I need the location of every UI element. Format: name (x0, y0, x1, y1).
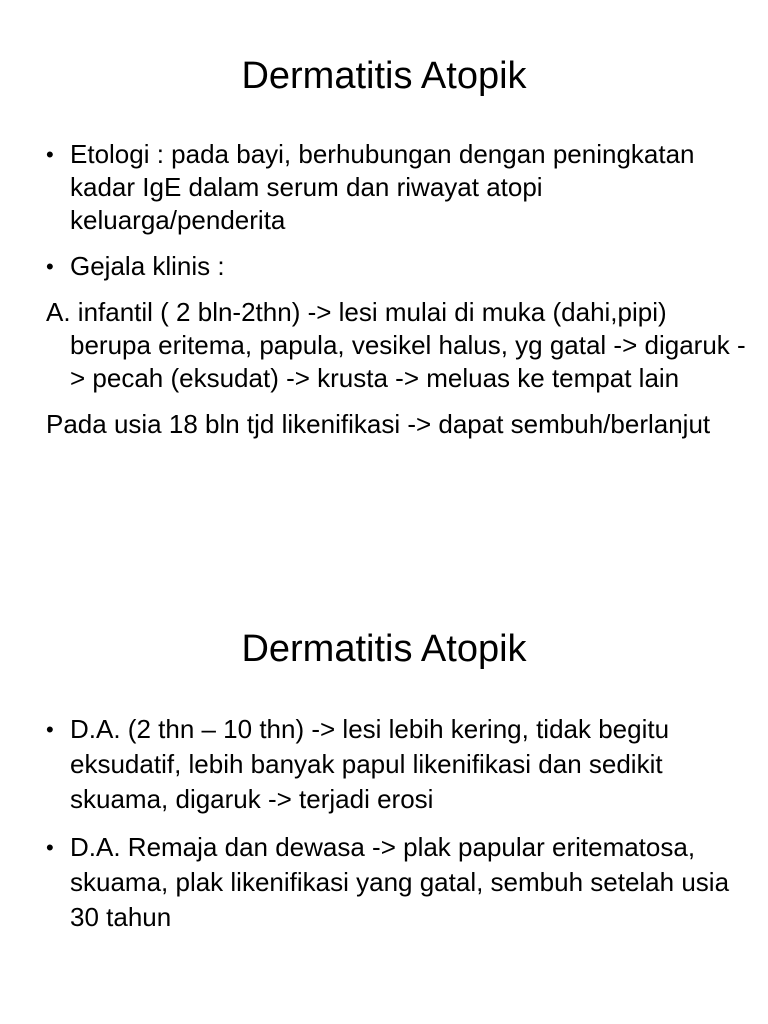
bullet-icon: • (46, 835, 54, 860)
paragraph-text: A. infantil ( 2 bln-2thn) -> lesi mulai di muka (dahi,pipi) berupa eritema, papula, vesikel halus, yg gatal -> digaruk -> pecah (eksudat) -> krusta -> meluas ke tempat lain (46, 297, 746, 393)
slide-body (46, 138, 746, 454)
bullet-text: D.A. Remaja dan dewasa -> plak papular eritematosa, skuama, plak likenifikasi yang gatal, sembuh setelah usia 30 tahun (70, 832, 730, 932)
bullet-icon: • (46, 142, 54, 167)
bullet-item (46, 250, 746, 283)
paragraph-item (46, 296, 746, 395)
bullet-icon: • (46, 717, 54, 742)
bullet-text: Gejala klinis : (70, 251, 225, 281)
bullet-text: Etologi : pada bayi, berhubungan dengan peningkatan kadar IgE dalam serum dan riwayat atopi keluarga/penderita (70, 139, 695, 235)
slide-body (46, 712, 746, 948)
bullet-item (46, 830, 746, 935)
paragraph-item (46, 408, 746, 441)
bullet-text: D.A. (2 thn – 10 thn) -> lesi lebih kering, tidak begitu eksudatif, lebih banyak papul likenifikasi dan sedikit skuama, digaruk -> terjadi erosi (70, 714, 670, 814)
bullet-icon: • (46, 254, 54, 279)
slide-title: Dermatitis Atopik (241, 628, 527, 670)
paragraph-text: Pada usia 18 bln tjd likenifikasi -> dapat sembuh/berlanjut (46, 409, 711, 439)
bullet-item (46, 712, 746, 817)
bullet-item (46, 138, 746, 237)
slide-2 (0, 512, 768, 1024)
slide-title: Dermatitis Atopik (241, 55, 527, 97)
